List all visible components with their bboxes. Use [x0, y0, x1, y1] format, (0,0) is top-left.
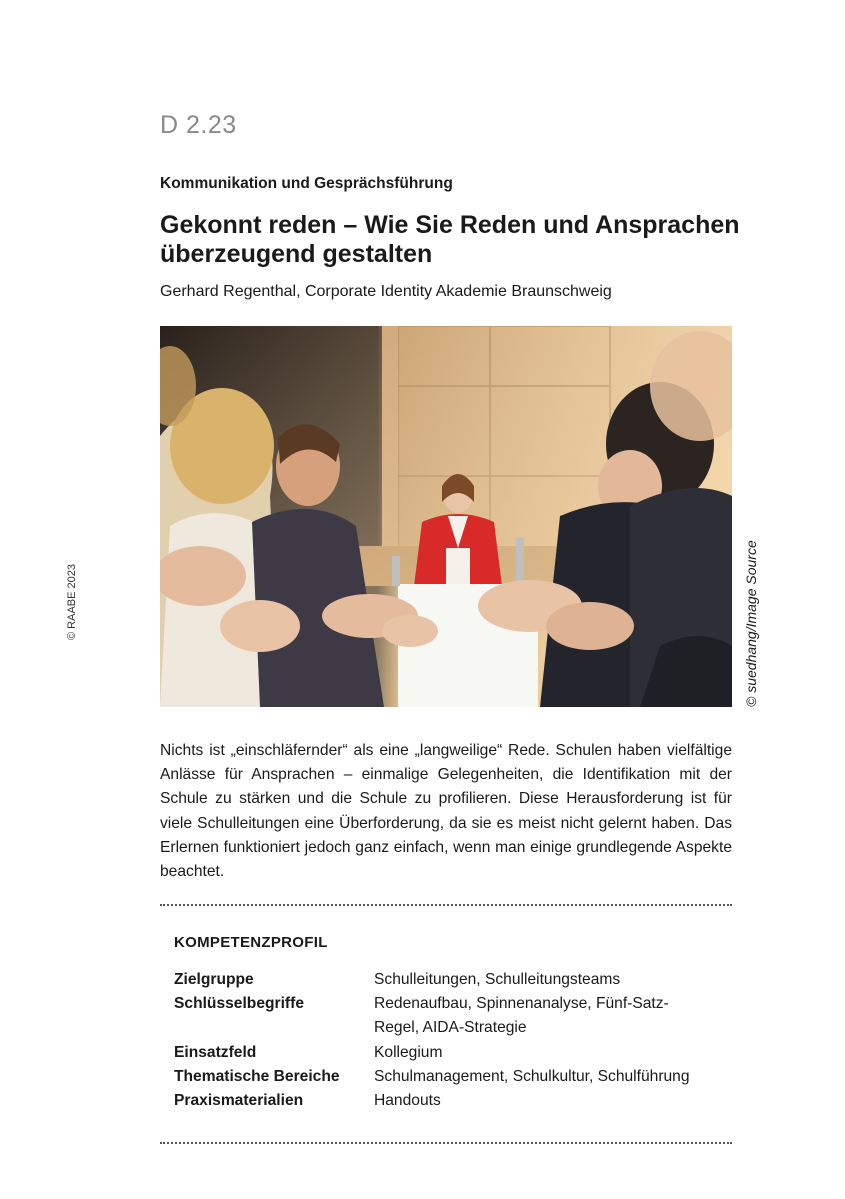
title-line-2: überzeugend gestalten — [160, 240, 433, 268]
page-title — [160, 211, 750, 269]
profile-value: Kollegium — [374, 1044, 443, 1061]
profile-row — [174, 1089, 734, 1113]
title-line-1: Gekonnt reden – Wie Sie Reden und Ansprachen — [160, 211, 740, 239]
dotted-divider-bottom — [160, 1142, 732, 1144]
author-line: Gerhard Regenthal, Corporate Identity Akademie Braunschweig — [160, 283, 612, 300]
photo-credit: © suedhang/Image Source — [743, 540, 759, 707]
intro-paragraph: Nichts ist „einschläfernder“ als eine „langweilige“ Rede. Schulen haben vielfältige Anlässe für Ansprachen – einmalige Gelegenheiten, die Identifikation mit der Schule zu stärken und die Schule zu profilieren. Diese Herausforderung ist für viele Schulleitungen eine Überforderung, da sie es meist nicht gelernt haben. Das Erlernen funktioniert jedoch ganz einfach, wenn man einige grundlegende Aspekte beachtet. — [160, 742, 732, 881]
profile-value: Schulleitungen, Schulleitungsteams — [374, 971, 621, 988]
profile-row — [174, 968, 734, 992]
profile-label: Schlüsselbegriffe — [174, 995, 304, 1012]
profile-row — [174, 1041, 734, 1065]
profile-label: Zielgruppe — [174, 971, 254, 988]
category-label: Kommunikation und Gesprächsführung — [160, 175, 453, 192]
profile-value: Handouts — [374, 1092, 441, 1109]
copyright-note: © RAABE 2023 — [66, 564, 78, 640]
profile-row — [174, 992, 734, 1040]
document-code: D 2.23 — [160, 111, 237, 139]
dotted-divider-top — [160, 904, 732, 906]
profile-label: Thematische Bereiche — [174, 1068, 340, 1085]
photo-illustration — [160, 326, 732, 707]
cover-photo — [160, 326, 732, 707]
profile-label: Einsatzfeld — [174, 1044, 257, 1061]
profile-row — [174, 1065, 734, 1089]
profile-value: Redenaufbau, Spinnenanalyse, Fünf-Satz-Regel, AIDA-Strategie — [374, 995, 669, 1037]
profile-label: Praxismaterialien — [174, 1092, 304, 1109]
profile-value: Schulmanagement, Schulkultur, Schulführung — [374, 1068, 690, 1085]
profile-heading: KOMPETENZPROFIL — [174, 934, 328, 951]
